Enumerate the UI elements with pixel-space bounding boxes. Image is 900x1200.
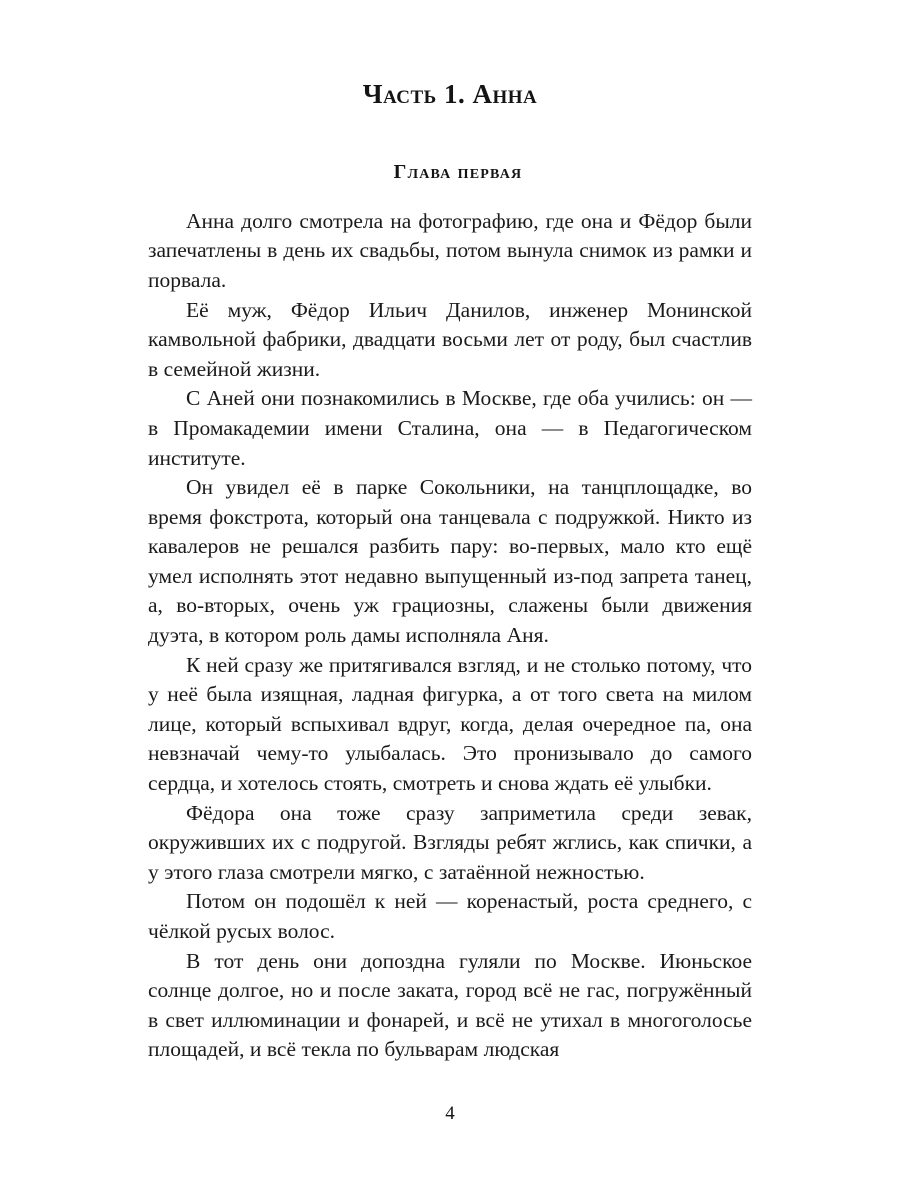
page-number: 4	[445, 1103, 455, 1124]
paragraph: В тот день они допоздна гуляли по Москве. Июньское солнце долгое, но и после заката, город всё не гас, погружённый в свет иллюминации и фонарей, и всё не утихал в многоголосье площадей, и всё текла по бульварам людская	[148, 948, 752, 1062]
page-text-block	[148, 78, 752, 1065]
paragraph: Фёдора она тоже сразу заприметила среди зевак, окруживших их с подругой. Взгляды ребят жглись, как спички, а у этого глаза смотрели мягко, с затаённой нежностью.	[148, 800, 752, 884]
paragraph: С Аней они познакомились в Москве, где оба учились: он — в Промакадемии имени Сталина, она — в Педагогическом институте.	[148, 386, 752, 470]
paragraph: Потом он подошёл к ней — коренастый, роста среднего, с чёлкой русых волос.	[148, 889, 752, 943]
body-text	[148, 207, 752, 1065]
paragraph: Её муж, Фёдор Ильич Данилов, инженер Монинской камвольной фабрики, двадцати восьми лет от роду, был счастлив в семейной жизни.	[148, 297, 752, 381]
paragraph: Он увидел её в парке Сокольники, на танцплощадке, во время фокстрота, который она танцевала с подружкой. Никто из кавалеров не решался разбить пару: во-первых, мало кто ещё умел исполнять этот недавно выпущенный из-под запрета танец, а, во-вторых, очень уж грациозны, слажены были движения дуэта, в котором роль дамы исполняла Аня.	[148, 475, 752, 648]
chapter-title: Глава первая	[393, 160, 523, 183]
paragraph: К ней сразу же притягивался взгляд, и не столько потому, что у неё была изящная, ладная фигурка, а от того света на милом лице, который вспыхивал вдруг, когда, делая очередное па, она невзначай чему-то улыбалась. Это пронизывало до самого сердца, и хотелось стоять, смотреть и снова ждать её улыбки.	[148, 652, 752, 796]
page-title: Часть 1. Анна	[362, 79, 538, 109]
paragraph: Анна долго смотрела на фотографию, где она и Фёдор были запечатлены в день их свадьбы, потом вынула снимок из рамки и порвала.	[148, 208, 752, 292]
